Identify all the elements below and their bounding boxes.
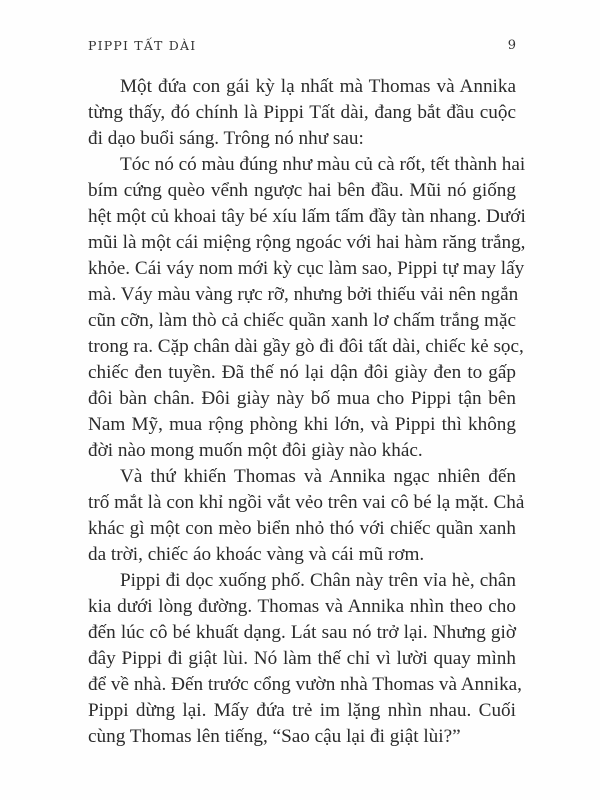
text-line: khác gì một con mèo biển nhỏ thó với chiếc quần xanh xyxy=(88,518,516,539)
text-line: Một đứa con gái kỳ lạ nhất mà Thomas và Annika xyxy=(120,76,516,97)
text-line: trong ra. Cặp chân dài gầy gò đi đôi tất dài, chiếc kẻ sọc, xyxy=(88,336,524,357)
text-line: Tóc nó có màu đúng như màu củ cà rốt, tết thành hai xyxy=(120,154,526,175)
paragraph-4 xyxy=(88,568,522,750)
text-line: đời nào mong muốn một đôi giày nào khác. xyxy=(88,440,423,461)
text-line: kia dưới lòng đường. Thomas và Annika nhìn theo cho xyxy=(88,596,516,617)
text-line: da trời, chiếc áo khoác vàng và cái mũ rơm. xyxy=(88,544,425,565)
text-line: trố mắt là con khỉ ngồi vắt vẻo trên vai cô bé lạ mặt. Chả xyxy=(88,492,525,513)
page-number: 9 xyxy=(507,38,516,53)
text-line: Nam Mỹ, mua rộng phòng khi lớn, và Pippi thì không xyxy=(88,414,516,435)
paragraph-2 xyxy=(88,152,526,464)
book-title: PIPPI TẤT DÀI xyxy=(88,38,197,53)
text-line: hệt một củ khoai tây bé xíu lấm tấm đầy tàn nhang. Dưới xyxy=(88,206,526,227)
text-line: Pippi dừng lại. Mấy đứa trẻ im lặng nhìn nhau. Cuối xyxy=(88,700,516,721)
paragraph-1 xyxy=(88,74,516,152)
text-line: cùng Thomas lên tiếng, “Sao cậu lại đi giật lùi?” xyxy=(88,726,461,747)
text-line: Và thứ khiến Thomas và Annika ngạc nhiên đến xyxy=(120,466,516,487)
text-line: đây Pippi đi giật lùi. Nó làm thế chỉ vì lười quay mình xyxy=(88,648,516,669)
text-line: cũn cỡn, làm thò cả chiếc quần xanh lơ chấm trắng mặc xyxy=(88,310,516,331)
text-line: để về nhà. Đến trước cổng vườn nhà Thomas và Annika, xyxy=(88,674,522,695)
text-line: từng thấy, đó chính là Pippi Tất dài, đang bắt đầu cuộc xyxy=(88,102,516,123)
text-line: đi dạo buổi sáng. Trông nó như sau: xyxy=(88,128,364,149)
text-line: Pippi đi dọc xuống phố. Chân này trên vỉa hè, chân xyxy=(120,570,516,591)
body-text xyxy=(88,74,526,750)
text-line: bím cứng quèo vểnh ngược hai bên đầu. Mũi nó giống xyxy=(88,180,516,201)
paragraph-3 xyxy=(88,464,525,568)
text-line: đôi bàn chân. Đôi giày này bố mua cho Pippi tận bên xyxy=(88,388,516,409)
running-header xyxy=(88,38,516,60)
text-line: mũi là một cái miệng rộng ngoác với hai hàm răng trắng, xyxy=(88,232,526,253)
text-line: mà. Váy màu vàng rực rỡ, nhưng bởi thiếu vải nên ngắn xyxy=(88,284,519,305)
text-line: đến lúc cô bé khuất dạng. Lát sau nó trở lại. Nhưng giờ xyxy=(88,622,516,643)
text-line: khỏe. Cái váy nom mới kỳ cục làm sao, Pippi tự may lấy xyxy=(88,258,525,279)
text-line: chiếc đen tuyền. Đã thế nó lại dận đôi giày đen to gấp xyxy=(88,362,516,383)
